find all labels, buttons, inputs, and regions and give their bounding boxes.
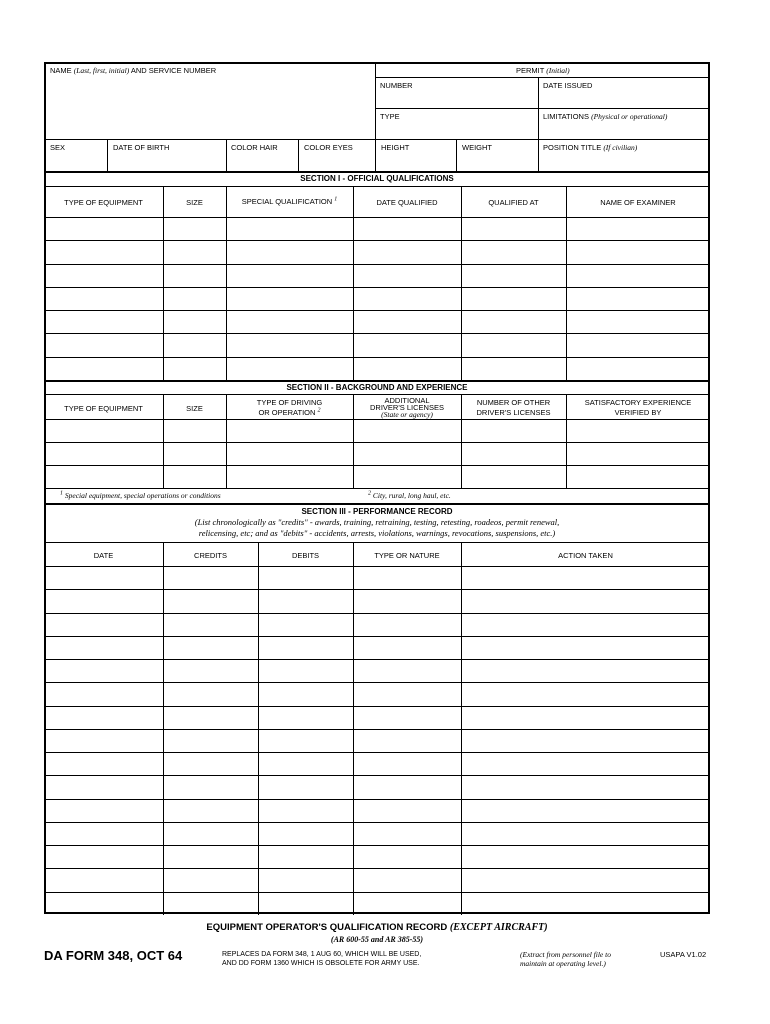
- s2-cell[interactable]: [355, 420, 460, 441]
- s3-cell[interactable]: [463, 614, 709, 635]
- dob-label: DATE OF BIRTH: [113, 143, 170, 152]
- s3-cell[interactable]: [260, 800, 352, 821]
- s1-cell[interactable]: [165, 288, 225, 309]
- s3-cell[interactable]: [260, 683, 352, 704]
- s3-cell[interactable]: [355, 567, 460, 588]
- replaces-1: REPLACES DA FORM 348, 1 AUG 60, WHICH WILL BE USED,: [222, 951, 422, 958]
- s3-cell[interactable]: [46, 893, 162, 914]
- s3-cell[interactable]: [260, 869, 352, 890]
- s3-cell[interactable]: [463, 660, 709, 681]
- s1-cell[interactable]: [228, 358, 352, 379]
- s3-cell[interactable]: [165, 893, 257, 914]
- replaces-2: AND DD FORM 1360 WHICH IS OBSOLETE FOR ARMY USE.: [222, 960, 420, 967]
- s3-cell[interactable]: [46, 753, 162, 774]
- s3-cell[interactable]: [46, 846, 162, 867]
- s3-cell[interactable]: [165, 567, 257, 588]
- s3-row: [44, 822, 710, 845]
- s3-row: [44, 613, 710, 636]
- s2-cell[interactable]: [165, 466, 225, 487]
- s1-row: [44, 240, 710, 263]
- s3-cell[interactable]: [260, 753, 352, 774]
- s3-cell[interactable]: [355, 823, 460, 844]
- s3-cell[interactable]: [165, 637, 257, 658]
- section3-note-2: relicensing, etc; and as "debits" - accidents, arrests, violations, warnings, revocations, suspensions, etc.): [198, 528, 556, 538]
- s1-row: [44, 333, 710, 356]
- regulation-ref: (AR 600-55 and AR 385-55): [330, 935, 424, 944]
- s1-cell[interactable]: [46, 358, 162, 379]
- s1-row: [44, 264, 710, 287]
- date-issued-label: DATE ISSUED: [543, 81, 593, 90]
- s3-row: [44, 775, 710, 798]
- s3-row: [44, 566, 710, 589]
- s3-row: [44, 682, 710, 705]
- s3-cell[interactable]: [46, 823, 162, 844]
- s3-row: [44, 706, 710, 729]
- s1-cell[interactable]: [46, 311, 162, 332]
- s3-cell[interactable]: [165, 823, 257, 844]
- s3-cell[interactable]: [260, 846, 352, 867]
- s3-row: [44, 729, 710, 752]
- s3-cell[interactable]: [260, 614, 352, 635]
- s1-cell[interactable]: [463, 218, 565, 239]
- s1-row: [44, 287, 710, 310]
- section1-title: SECTION I - OFFICIAL QUALIFICATIONS: [300, 174, 454, 183]
- s3-cell[interactable]: [46, 776, 162, 797]
- s3-col-debits: DEBITS: [291, 551, 320, 560]
- eyes-label: COLOR EYES: [304, 143, 353, 152]
- number-input[interactable]: [376, 90, 538, 107]
- s1-cell[interactable]: [355, 241, 460, 262]
- s3-cell[interactable]: [46, 614, 162, 635]
- section3-note-1: (List chronologically as "credits" - awards, training, retraining, testing, retesting, roadeos, permit renewal,: [194, 517, 560, 527]
- s1-cell[interactable]: [165, 311, 225, 332]
- s1-cell[interactable]: [568, 334, 709, 355]
- s3-cell[interactable]: [46, 800, 162, 821]
- s3-cell[interactable]: [355, 893, 460, 914]
- s3-cell[interactable]: [355, 614, 460, 635]
- s2-col-additional-2: DRIVER'S LICENSES: [370, 403, 444, 412]
- s3-row: [44, 752, 710, 775]
- s3-cell[interactable]: [355, 730, 460, 751]
- s1-cell[interactable]: [165, 218, 225, 239]
- s3-cell[interactable]: [165, 869, 257, 890]
- s2-cell[interactable]: [165, 443, 225, 464]
- extract-note-2: maintain at operating level.): [520, 959, 606, 968]
- s2-cell[interactable]: [46, 466, 162, 487]
- s3-cell[interactable]: [165, 590, 257, 611]
- s2-col-other-1: NUMBER OF OTHER: [476, 398, 551, 407]
- s1-cell[interactable]: [165, 358, 225, 379]
- s1-cell[interactable]: [463, 311, 565, 332]
- s2-cell[interactable]: [165, 420, 225, 441]
- position-title-input[interactable]: [539, 153, 709, 170]
- s1-col-examiner: NAME OF EXAMINER: [600, 198, 676, 207]
- s1-cell[interactable]: [568, 358, 709, 379]
- weight-label: WEIGHT: [462, 143, 492, 152]
- date-issued-input[interactable]: [539, 90, 709, 107]
- s3-cell[interactable]: [165, 800, 257, 821]
- s3-cell[interactable]: [463, 869, 709, 890]
- s3-cell[interactable]: [463, 893, 709, 914]
- s1-cell[interactable]: [355, 265, 460, 286]
- s1-cell[interactable]: [228, 218, 352, 239]
- s2-cell[interactable]: [568, 420, 709, 441]
- height-label: HEIGHT: [381, 143, 410, 152]
- s2-cell[interactable]: [463, 443, 565, 464]
- s1-cell[interactable]: [228, 311, 352, 332]
- s1-cell[interactable]: [568, 265, 709, 286]
- s3-cell[interactable]: [463, 846, 709, 867]
- s3-cell[interactable]: [260, 567, 352, 588]
- s1-cell[interactable]: [46, 218, 162, 239]
- s3-cell[interactable]: [355, 590, 460, 611]
- s2-cell[interactable]: [463, 420, 565, 441]
- s3-cell[interactable]: [165, 707, 257, 728]
- position-title-label: POSITION TITLE (If civilian): [543, 143, 638, 152]
- s3-row: [44, 845, 710, 868]
- s3-cell[interactable]: [46, 567, 162, 588]
- hair-label: COLOR HAIR: [231, 143, 278, 152]
- s3-row: [44, 868, 710, 891]
- s3-cell[interactable]: [165, 753, 257, 774]
- s1-cell[interactable]: [463, 288, 565, 309]
- s3-cell[interactable]: [46, 683, 162, 704]
- s1-cell[interactable]: [46, 241, 162, 262]
- s1-cell[interactable]: [463, 334, 565, 355]
- limitations-input[interactable]: [539, 121, 709, 138]
- s3-cell[interactable]: [165, 730, 257, 751]
- s3-cell[interactable]: [260, 637, 352, 658]
- s3-col-date: DATE: [93, 551, 114, 560]
- footnote-2: $^2$ City, rural, long haul, etc.: [368, 490, 451, 500]
- s1-cell[interactable]: [463, 265, 565, 286]
- s2-row: [44, 419, 710, 442]
- s3-cell[interactable]: [463, 683, 709, 704]
- s3-cell[interactable]: [260, 823, 352, 844]
- s3-cell[interactable]: [463, 800, 709, 821]
- type-input[interactable]: [376, 121, 538, 138]
- s1-cell[interactable]: [228, 334, 352, 355]
- name-label: NAME (Last, first, initial) AND SERVICE NUMBER: [50, 66, 217, 75]
- s1-cell[interactable]: [463, 358, 565, 379]
- s2-cell[interactable]: [568, 443, 709, 464]
- s1-cell[interactable]: [568, 241, 709, 262]
- hair-input[interactable]: [227, 153, 297, 170]
- s3-row: [44, 636, 710, 659]
- sex-input[interactable]: [46, 153, 106, 170]
- s3-cell[interactable]: [355, 660, 460, 681]
- s3-cell[interactable]: [463, 707, 709, 728]
- form-title: EQUIPMENT OPERATOR'S QUALIFICATION RECORD (EXCEPT AIRCRAFT): [206, 922, 548, 933]
- s2-cell[interactable]: [568, 466, 709, 487]
- s1-cell[interactable]: [568, 288, 709, 309]
- s1-col-size: SIZE: [186, 198, 203, 207]
- s3-cell[interactable]: [165, 614, 257, 635]
- s1-cell[interactable]: [568, 218, 709, 239]
- s3-cell[interactable]: [46, 590, 162, 611]
- s3-cell[interactable]: [355, 869, 460, 890]
- s1-cell[interactable]: [355, 218, 460, 239]
- s2-col-size: SIZE: [186, 404, 203, 413]
- s1-cell[interactable]: [46, 265, 162, 286]
- s1-cell[interactable]: [165, 265, 225, 286]
- s2-col-driving-2: OR OPERATION $^2$: [258, 407, 321, 417]
- s3-cell[interactable]: [463, 823, 709, 844]
- s3-cell[interactable]: [165, 660, 257, 681]
- s3-cell[interactable]: [260, 707, 352, 728]
- s2-cell[interactable]: [228, 420, 352, 441]
- s3-cell[interactable]: [260, 590, 352, 611]
- s3-cell[interactable]: [355, 776, 460, 797]
- s3-cell[interactable]: [355, 707, 460, 728]
- s3-col-action: ACTION TAKEN: [558, 551, 613, 560]
- type-label: TYPE: [380, 112, 400, 121]
- s3-cell[interactable]: [165, 683, 257, 704]
- s2-row: [44, 442, 710, 465]
- s2-col-additional-3: (State or agency): [381, 410, 433, 419]
- s3-cell[interactable]: [46, 707, 162, 728]
- s3-cell[interactable]: [463, 637, 709, 658]
- s3-row: [44, 589, 710, 612]
- s1-col-qualified: QUALIFIED AT: [488, 198, 539, 207]
- sex-label: SEX: [50, 143, 66, 152]
- s3-cell[interactable]: [355, 753, 460, 774]
- s3-cell[interactable]: [355, 637, 460, 658]
- s3-cell[interactable]: [260, 660, 352, 681]
- s1-cell[interactable]: [228, 265, 352, 286]
- s1-cell[interactable]: [228, 241, 352, 262]
- s3-row: [44, 659, 710, 682]
- s3-cell[interactable]: [46, 730, 162, 751]
- version-label: USAPA V1.02: [660, 950, 707, 959]
- s1-cell[interactable]: [165, 241, 225, 262]
- s3-cell[interactable]: [46, 869, 162, 890]
- s3-cell[interactable]: [463, 776, 709, 797]
- section3-title: SECTION III - PERFORMANCE RECORD: [301, 507, 453, 516]
- s2-cell[interactable]: [463, 466, 565, 487]
- s2-cell[interactable]: [46, 420, 162, 441]
- s3-col-type-nature: TYPE OR NATURE: [374, 551, 440, 560]
- number-label: NUMBER: [380, 81, 413, 90]
- s3-cell[interactable]: [46, 660, 162, 681]
- s3-cell[interactable]: [463, 753, 709, 774]
- s2-col-driving-1: TYPE OF DRIVING: [256, 398, 323, 407]
- s3-cell[interactable]: [355, 800, 460, 821]
- s3-cell[interactable]: [260, 776, 352, 797]
- footnote-1: $^1$ Special equipment, special operations or conditions: [60, 490, 221, 500]
- s3-cell[interactable]: [463, 567, 709, 588]
- s2-cell[interactable]: [46, 443, 162, 464]
- name-input-area[interactable]: [46, 78, 374, 138]
- s1-cell[interactable]: [355, 288, 460, 309]
- s1-cell[interactable]: [46, 288, 162, 309]
- s1-row: [44, 310, 710, 333]
- s1-cell[interactable]: [355, 334, 460, 355]
- s3-cell[interactable]: [260, 730, 352, 751]
- s1-cell[interactable]: [568, 311, 709, 332]
- s2-col-satisfactory-1: SATISFACTORY EXPERIENCE: [584, 398, 692, 407]
- s3-cell[interactable]: [463, 590, 709, 611]
- s2-col-additional-1: ADDITIONAL: [384, 396, 430, 405]
- s2-cell[interactable]: [228, 466, 352, 487]
- s3-col-credits: CREDITS: [194, 551, 227, 560]
- s3-row: [44, 799, 710, 822]
- extract-note-1: (Extract from personnel file to: [520, 950, 611, 959]
- permit-label: PERMIT (Initial): [516, 66, 570, 75]
- s2-col-other-2: DRIVER'S LICENSES: [476, 408, 551, 417]
- weight-input[interactable]: [457, 153, 537, 170]
- s1-cell[interactable]: [46, 334, 162, 355]
- limitations-label: LIMITATIONS (Physical or operational): [543, 112, 668, 121]
- s1-cell[interactable]: [228, 288, 352, 309]
- s3-cell[interactable]: [463, 730, 709, 751]
- dob-input[interactable]: [108, 153, 225, 170]
- s3-cell[interactable]: [46, 637, 162, 658]
- s3-cell[interactable]: [165, 776, 257, 797]
- s2-row: [44, 465, 710, 488]
- s1-col-type: TYPE OF EQUIPMENT: [64, 198, 143, 207]
- s2-cell[interactable]: [228, 443, 352, 464]
- height-input[interactable]: [376, 153, 455, 170]
- s3-cell[interactable]: [260, 893, 352, 914]
- section2-title: SECTION II - BACKGROUND AND EXPERIENCE: [286, 383, 468, 392]
- eyes-input[interactable]: [299, 153, 374, 170]
- s2-col-satisfactory-2: VERIFIED BY: [614, 408, 662, 417]
- s2-cell[interactable]: [355, 466, 460, 487]
- s1-col-date: DATE QUALIFIED: [376, 198, 438, 207]
- s3-row: [44, 892, 710, 915]
- s3-cell[interactable]: [355, 683, 460, 704]
- s2-cell[interactable]: [355, 443, 460, 464]
- s2-col-type: TYPE OF EQUIPMENT: [64, 404, 143, 413]
- s1-cell[interactable]: [463, 241, 565, 262]
- s1-col-special: SPECIAL QUALIFICATION $^1$: [241, 196, 338, 206]
- s1-cell[interactable]: [355, 358, 460, 379]
- s1-row: [44, 217, 710, 240]
- form-number: DA FORM 348, OCT 64: [44, 948, 183, 963]
- s1-row: [44, 357, 710, 380]
- s3-cell[interactable]: [355, 846, 460, 867]
- s1-cell[interactable]: [165, 334, 225, 355]
- s3-cell[interactable]: [165, 846, 257, 867]
- s1-cell[interactable]: [355, 311, 460, 332]
